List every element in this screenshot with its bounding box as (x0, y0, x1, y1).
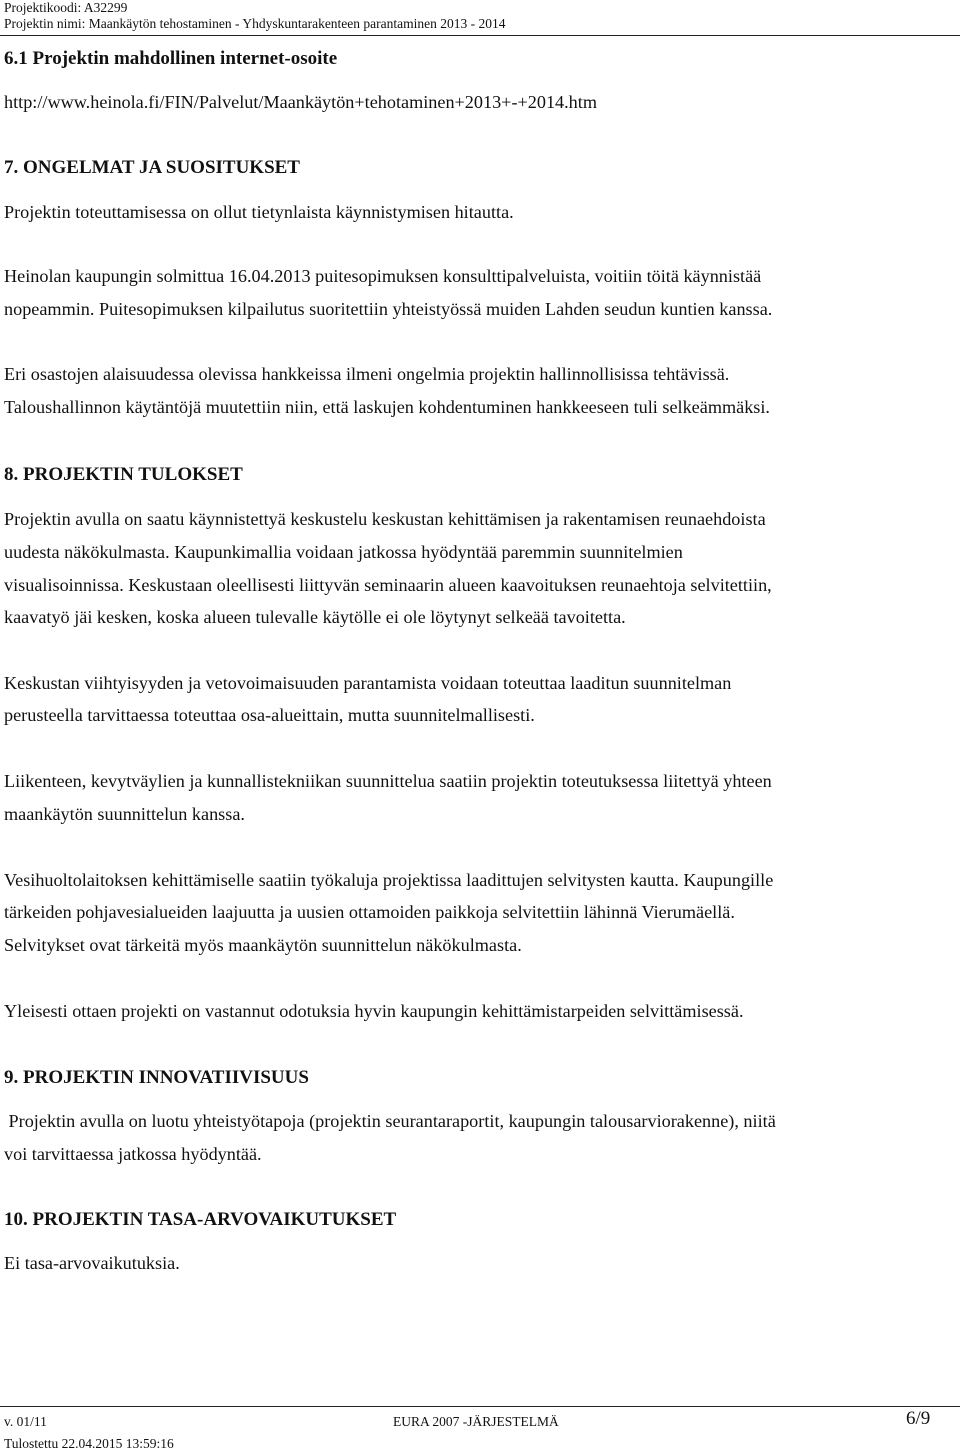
s7-paragraph-3-line-1: Eri osastojen alaisuudessa olevissa hankkeissa ilmeni ongelmia projektin hallinnollisissa tehtävissä. (4, 364, 730, 384)
header-project-code: Projektikoodi: A32299 (4, 0, 128, 15)
s8-paragraph-1-line-1: Projektin avulla on saatu käynnistettyä keskustelu keskustan kehittämisen ja rakentamisen reunaehdoista (4, 509, 766, 529)
s7-paragraph-2-line-2: nopeammin. Puitesopimuksen kilpailutus suoritettiin yhteistyössä muiden Lahden seudun kuntien kanssa. (4, 299, 773, 319)
project-url-link[interactable]: http://www.heinola.fi/FIN/Palvelut/Maankäytön+tehotaminen+2013+-+2014.htm (4, 92, 597, 112)
section-7-heading: 7. ONGELMAT JA SUOSITUKSET (4, 157, 300, 178)
s8-paragraph-2-line-2: perusteella tarvittaessa toteuttaa osa-alueittain, mutta suunnitelmallisesti. (4, 705, 535, 725)
s7-paragraph-3-line-2: Taloushallinnon käytäntöjä muutettiin niin, että laskujen kohdentuminen hankkeeseen tuli selkeämmäksi. (4, 397, 770, 417)
footer-system: EURA 2007 -JÄRJESTELMÄ (393, 1414, 559, 1429)
header-project-name: Projektin nimi: Maankäytön tehostaminen - Yhdyskuntarakenteen parantaminen 2013 - 2014 (4, 16, 506, 31)
header-divider (0, 35, 960, 36)
s8-paragraph-1-line-4: kaavatyö jäi kesken, koska alueen tulevalle käytölle ei ole löytynyt selkeää tavoitetta. (4, 607, 626, 627)
s8-paragraph-3-line-2: maankäytön suunnittelun kanssa. (4, 804, 245, 824)
section-8-heading: 8. PROJEKTIN TULOKSET (4, 464, 243, 485)
section-6-1-heading: 6.1 Projektin mahdollinen internet-osoite (4, 48, 338, 69)
s8-paragraph-4-line-2: tärkeiden pohjavesialueiden laajuutta ja uusien ottamoiden paikkoja selvitettiin lähinnä Vierumäellä. (4, 902, 735, 922)
section-10-heading: 10. PROJEKTIN TASA-ARVOVAIKUTUKSET (4, 1209, 397, 1230)
s7-paragraph-2-line-1: Heinolan kaupungin solmittua 16.04.2013 puitesopimuksen konsulttipalveluista, voitiin töitä käynnistää (4, 266, 762, 286)
footer-printed: Tulostettu 22.04.2015 13:59:16 (4, 1436, 174, 1451)
s8-paragraph-4-line-3: Selvitykset ovat tärkeitä myös maankäytön suunnittelun näkökulmasta. (4, 935, 522, 955)
s8-paragraph-3-line-1: Liikenteen, kevytväylien ja kunnallistekniikan suunnittelua saatiin projektin toteutuksessa liitettyä yhteen (4, 771, 772, 791)
s8-paragraph-2-line-1: Keskustan viihtyisyyden ja vetovoimaisuuden parantamista voidaan toteuttaa laaditun suunnitelman (4, 673, 732, 693)
footer-page-number: 6/9 (906, 1408, 931, 1429)
s8-paragraph-1-line-3: visualisoinnissa. Keskustaan oleellisesti liittyvän seminaarin alueen kaavoituksen reunaehtoja selvitettiin, (4, 575, 772, 595)
s10-paragraph-1: Ei tasa-arvovaikutuksia. (4, 1253, 180, 1273)
s9-paragraph-1-line-2: voi tarvittaessa jatkossa hyödyntää. (4, 1144, 262, 1164)
section-9-heading: 9. PROJEKTIN INNOVATIIVISUUS (4, 1067, 309, 1088)
footer-divider (0, 1406, 960, 1407)
s8-paragraph-4-line-1: Vesihuoltolaitoksen kehittämiselle saatiin työkaluja projektissa laadittujen selvitysten kautta. Kaupungille (4, 870, 774, 890)
s8-paragraph-5-line-1: Yleisesti ottaen projekti on vastannut odotuksia hyvin kaupungin kehittämistarpeiden selvittämisessä. (4, 1001, 744, 1021)
s7-paragraph-1: Projektin toteuttamisessa on ollut tietynlaista käynnistymisen hitautta. (4, 202, 514, 222)
s8-paragraph-1-line-2: uudesta näkökulmasta. Kaupunkimallia voidaan jatkossa hyödyntää paremmin suunnitelmien (4, 542, 683, 562)
s9-paragraph-1-line-1: Projektin avulla on luotu yhteistyötapoja (projektin seurantaraportit, kaupungin talousarviorakenne), niitä (4, 1111, 776, 1131)
footer-version: v. 01/11 (4, 1414, 47, 1429)
